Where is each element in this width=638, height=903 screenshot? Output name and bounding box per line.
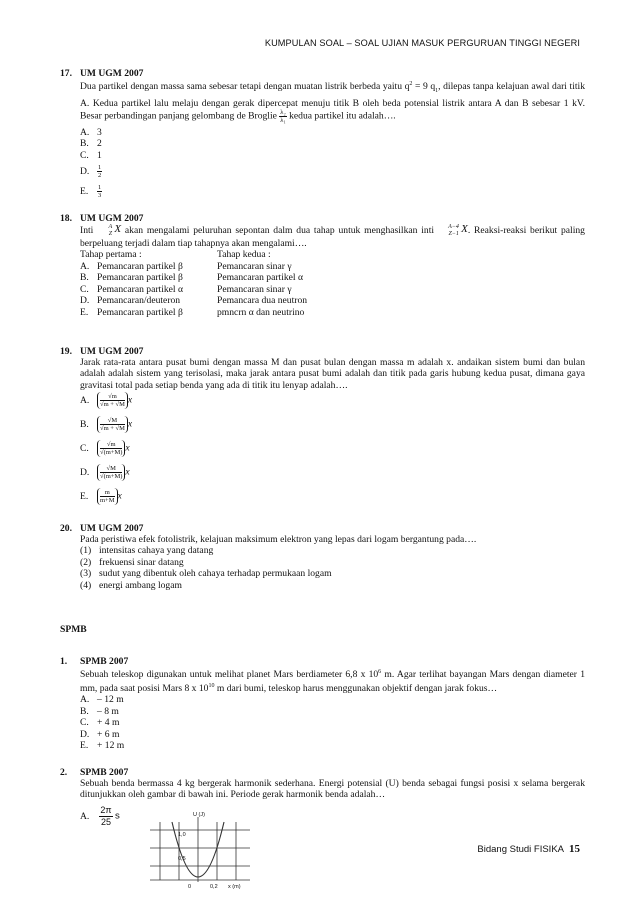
question-text: Jarak rata-rata antara pusat bumi dengan massa M dan pusat bulan dengan massa m adalah x. andaikan sistem bumi dan bulan adalah adalah sistem yang terisolasi, maka jarak antara pusat bumi adalah dan titik pada garis hubung kedua pusat, dimana gaya gravitasi total pada setiap benda yang ada di titik itu lenyap adalah….: [80, 357, 585, 391]
footer-subject: Bidang Studi FISIKA: [477, 844, 564, 855]
x-tick-0: 0: [188, 884, 192, 890]
page-number: 15: [569, 843, 580, 855]
question-text: Sebuah benda bermassa 4 kg bergerak harmonik sederhana. Energi potensial (U) benda sebagai fungsi posisi x selama bergerak ditunjukkan oleh gambar di bawah ini. Periode gerak harmonik benda adalah…: [80, 778, 585, 801]
item-4: (4) energi ambang logam: [80, 579, 182, 591]
page-footer: [477, 843, 580, 855]
spmb-question-2: [60, 767, 585, 828]
question-source: SPMB 2007: [80, 767, 129, 778]
section-title-spmb: SPMB: [60, 624, 87, 635]
page-header: KUMPULAN SOAL – SOAL UJIAN MASUK PERGURUAN TINGGI NEGERI: [264, 38, 580, 48]
option-e: E. $\frac{1}{3}$: [80, 184, 102, 200]
option-d: D. $\frac{1}{2}$: [80, 164, 102, 180]
option-c: C. $\frac{√m}{√(m+M)}$ x: [80, 441, 130, 457]
potential-energy-graph: [150, 812, 260, 892]
question-number: 20.: [60, 523, 72, 534]
option-e: E. $\frac{m}{m+M}$ x: [80, 489, 122, 505]
option-b: B. $\frac{√M}{√m + √M}$ x: [80, 417, 133, 433]
nucleus-x: A Z X: [108, 223, 122, 237]
y-axis-label: U (J): [193, 812, 205, 818]
item-1: (1) intensitas cahaya yang datang: [80, 545, 214, 557]
x-axis-label: x (m): [228, 884, 241, 890]
question-text: Dua partikel dengan massa sama sebesar tetapi dengan muatan listrik berbeda yaitu $q^2 = 9$ $q_1$, dilepas tanpa kelajuan awal dari titik A. Kedua partikel lalu melaju dengan gerak dipercepat menuju titik B oleh beda potensial listrik antara A dan B sebesar 1 kV. Besar perbandingan panjang gelombang de Broglie $\frac{\text{λ₂}}{\text{λ₁}}$ kedua partikel itu adalah….: [80, 81, 585, 124]
spmb-question-1: [60, 656, 585, 752]
question-number: 19.: [60, 346, 72, 357]
question-source: SPMB 2007: [80, 656, 129, 667]
question-source: UM UGM 2007: [80, 68, 144, 79]
option-d: D. $\frac{√M}{√(m+M)}$ x: [80, 465, 130, 481]
option-a: A. 3: [80, 126, 102, 138]
y-tick-05: 0,5: [178, 856, 186, 862]
option-a: A. $\frac{√m}{√m + √M}$ x: [80, 393, 133, 409]
question-20: [60, 523, 585, 591]
option-c: C. + 4 m: [80, 717, 120, 729]
option-c: C. 1: [80, 149, 102, 161]
item-2: (2) frekuensi sinar datang: [80, 556, 184, 568]
option-b: B. 2: [80, 138, 102, 150]
lambda-ratio: $\frac{\text{λ₂}}{\text{λ₁}}$: [280, 108, 286, 124]
x-tick-02: 0,2: [210, 884, 218, 890]
question-19: [60, 346, 585, 510]
question-source: UM UGM 2007: [80, 523, 144, 534]
question-text: Pada peristiwa efek fotolistrik, kelajuan maksimum elektron yang lepas dari logam bergantung pada….: [80, 534, 477, 545]
question-source: UM UGM 2007: [80, 346, 144, 357]
question-number: 1.: [60, 656, 68, 667]
item-3: (3) sudut yang dibentuk oleh cahaya terhadap permukaan logam: [80, 568, 332, 580]
option-d: D. + 6 m: [80, 728, 120, 740]
options-table: Tahap pertama : Tahap kedua : A. Pemancaran partikel β Pemancaran sinar γ B. Pemancaran partikel β Pemancaran partikel α C. Pemancaran partikel α Pemancaran sinar γ D. Pemancaran/deuteron Pemancara dua neutron E. Pemancaran partikel β pmncrn α dan neutrino: [80, 249, 308, 318]
question-source: UM UGM 2007: [80, 213, 144, 224]
nucleus-product: A−4 Z−1 X: [448, 223, 468, 237]
question-text: Sebuah teleskop digunakan untuk melihat planet Mars berdiameter 6,8 x $10^6$ m. Agar terlihat bayangan Mars dengan diameter 1 mm, pada saat posisi Mars 8 x $10^{10}$ m dari bumi, teleskop harus menggunakan objektif dengan jarak fokus…: [80, 669, 585, 694]
question-18: [60, 213, 585, 318]
y-tick-1: 1,0: [178, 832, 186, 838]
question-number: 18.: [60, 213, 72, 224]
question-text: Inti A Z X akan mengalami peluruhan sepontan dalm dua tahap untuk menghasilkan inti A−4 Z−1 X . Reaksi-reaksi berikut paling berpeluang terjadi dalam tiap tahapnya akan mengalami….: [80, 223, 585, 249]
option-b: B. – 8 m: [80, 705, 119, 717]
option-a: A. $\frac{2\pi}{25}$ s: [80, 804, 120, 827]
option-a: A. – 12 m: [80, 694, 124, 706]
question-number: 17.: [60, 68, 72, 79]
option-e: E. + 12 m: [80, 740, 125, 752]
question-number: 2.: [60, 767, 68, 778]
question-17: [60, 68, 585, 199]
